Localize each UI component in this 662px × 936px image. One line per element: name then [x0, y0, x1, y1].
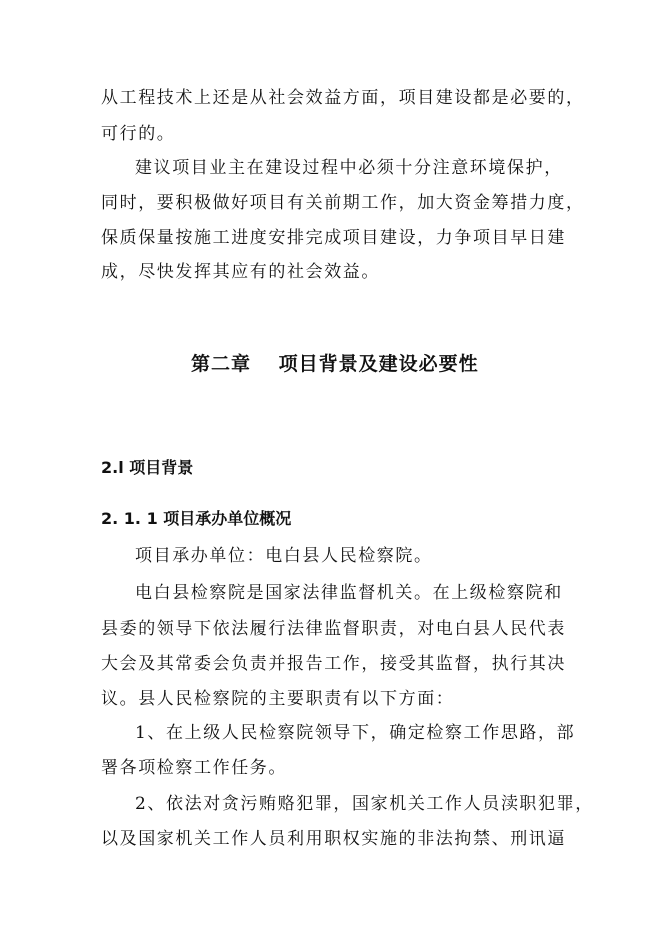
body-paragraph-2-line-3: 大会及其常委会负责并报告工作，接受其监督，执行其决	[101, 654, 566, 674]
section-title: 2.l 项目背景	[101, 458, 194, 477]
subsection-title: 2. 1. 1 项目承办单位概况	[101, 509, 292, 528]
body-paragraph-3-line-2: 署各项检察工作任务。	[101, 758, 287, 778]
body-paragraph-2-line-2: 县委的领导下依法履行法律监督职责，对电白县人民代表	[101, 619, 566, 639]
intro-paragraph-1-line-2: 可行的。	[101, 124, 176, 144]
body-paragraph-2-line-4: 议。县人民检察院的主要职责有以下方面：	[101, 689, 455, 709]
body-paragraph-4-line-2: 以及国家机关工作人员利用职权实施的非法拘禁、刑讯逼	[101, 829, 566, 849]
body-paragraph-2-line-1: 电白县检察院是国家法律监督机关。在上级检察院和	[135, 583, 563, 603]
chapter-title: 第二章 项目背景及建设必要性	[191, 353, 479, 375]
body-paragraph-1-line-1: 项目承办单位：电白县人民检察院。	[135, 546, 433, 566]
intro-paragraph-2-line-4: 成，尽快发挥其应有的社会效益。	[101, 262, 380, 282]
intro-paragraph-2-line-1: 建议项目业主在建设过程中必须十分注意环境保护，	[135, 158, 563, 178]
intro-paragraph-1-line-1: 从工程技术上还是从社会效益方面，项目建设都是必要的，	[101, 88, 585, 108]
body-paragraph-3-line-1: 1、在上级人民检察院领导下，确定检察工作思路，部	[135, 723, 576, 743]
intro-paragraph-2-line-3: 保质保量按施工进度安排完成项目建设，力争项目早日建	[101, 228, 566, 248]
body-paragraph-4-line-1: 2、依法对贪污贿赂犯罪，国家机关工作人员渎职犯罪，	[135, 794, 594, 814]
intro-paragraph-2-line-2: 同时，要积极做好项目有关前期工作，加大资金筹措力度，	[101, 193, 585, 213]
